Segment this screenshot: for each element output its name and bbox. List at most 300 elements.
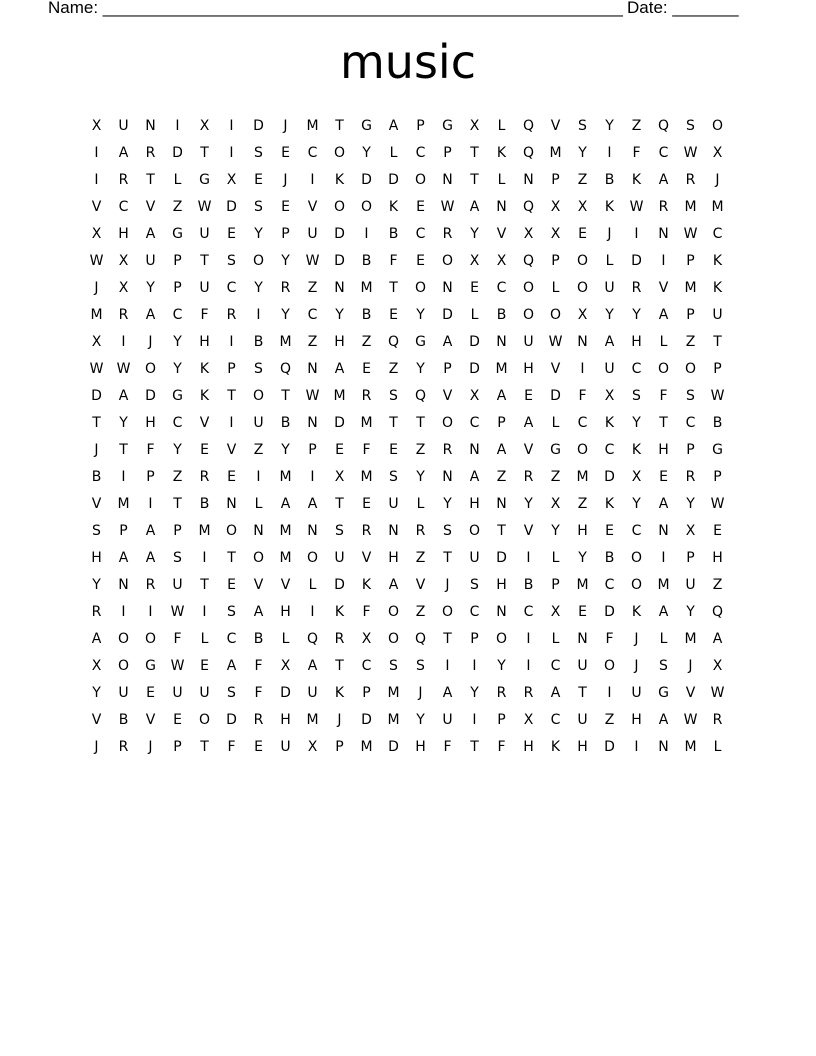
grid-letter: O [306,549,319,566]
grid-letter: D [361,711,372,728]
grid-letter: A [550,684,561,701]
grid-letter: U [442,711,453,728]
grid-letter: Y [281,441,290,458]
grid-letter: Q [279,360,292,377]
grid-letter: X [550,495,561,512]
grid-letter: K [550,738,561,755]
grid-letter: K [631,603,642,620]
grid-letter: R [415,522,426,539]
grid-letter: L [713,738,722,755]
grid-letter: I [364,225,369,242]
grid-letter: Y [281,306,290,323]
grid-letter: A [91,630,102,647]
grid-letter: H [415,738,426,755]
grid-letter: U [388,495,399,512]
grid-row [83,139,743,166]
grid-letter: B [604,171,615,188]
grid-letter: U [604,360,615,377]
grid-letter: E [200,657,209,674]
grid-letter: Q [711,603,724,620]
grid-letter: C [415,225,426,242]
grid-letter: B [118,711,129,728]
grid-letter: P [362,684,371,701]
grid-letter: N [496,495,507,512]
grid-letter: S [632,387,641,404]
grid-letter: Z [496,468,507,485]
grid-letter: I [148,495,153,512]
grid-letter: O [387,603,400,620]
grid-letter: V [91,711,102,728]
grid-letter: N [442,171,453,188]
grid-letter: Y [254,225,263,242]
grid-letter: V [145,198,156,215]
grid-letter: C [550,657,561,674]
grid-letter: I [256,306,261,323]
grid-letter: B [253,333,264,350]
grid-letter: A [307,495,318,512]
grid-letter: V [523,441,534,458]
grid-row [83,652,743,679]
grid-letter: Y [416,711,425,728]
grid-letter: B [280,414,291,431]
grid-letter: K [334,603,345,620]
grid-letter: U [307,225,318,242]
grid-letter: P [173,279,182,296]
grid-letter: P [713,360,722,377]
grid-letter: F [362,603,371,620]
grid-letter: Y [686,603,695,620]
grid-letter: U [199,684,210,701]
grid-row [83,166,743,193]
grid-letter: X [523,225,534,242]
grid-row [83,274,743,301]
grid-letter: T [659,414,668,431]
grid-letter: P [686,306,695,323]
grid-letter: E [470,279,479,296]
grid-letter: P [173,252,182,269]
grid-letter: C [604,576,615,593]
grid-row [83,436,743,463]
grid-letter: D [280,684,291,701]
grid-letter: R [334,630,345,647]
grid-letter: X [334,468,345,485]
grid-letter: S [227,603,236,620]
grid-letter: L [551,414,560,431]
grid-letter: Z [172,468,183,485]
grid-letter: Q [414,387,427,404]
grid-letter: T [92,414,101,431]
grid-letter: N [442,279,453,296]
grid-letter: V [685,684,696,701]
grid-letter: F [389,252,398,269]
grid-letter: Z [361,333,372,350]
grid-letter: I [310,171,315,188]
grid-letter: F [254,684,263,701]
grid-letter: S [254,360,263,377]
grid-letter: P [308,441,317,458]
grid-letter: V [361,549,372,566]
grid-letter: J [688,657,693,674]
grid-letter: K [334,684,345,701]
grid-letter: U [172,576,183,593]
grid-letter: W [197,198,212,215]
grid-letter: K [604,198,615,215]
grid-letter: K [604,495,615,512]
grid-letter: A [118,387,129,404]
grid-letter: G [145,657,156,674]
grid-letter: E [524,387,533,404]
grid-letter: S [470,576,479,593]
grid-letter: F [605,630,614,647]
grid-letter: Y [335,306,344,323]
grid-letter: X [307,738,318,755]
grid-letter: M [117,495,130,512]
grid-letter: I [310,603,315,620]
grid-letter: R [361,522,372,539]
grid-letter: I [175,117,180,134]
grid-letter: E [362,495,371,512]
grid-letter: X [118,279,129,296]
grid-letter: C [307,144,318,161]
grid-letter: D [604,468,615,485]
grid-letter: I [472,657,477,674]
grid-letter: P [173,522,182,539]
grid-letter: S [227,684,236,701]
grid-letter: V [415,576,426,593]
grid-letter: Y [416,360,425,377]
grid-letter: R [145,576,156,593]
grid-letter: N [388,522,399,539]
grid-letter: X [550,603,561,620]
grid-letter: R [442,441,453,458]
grid-letter: S [416,657,425,674]
grid-letter: A [226,657,237,674]
grid-letter: D [253,117,264,134]
grid-letter: L [470,306,479,323]
grid-letter: J [94,738,99,755]
grid-letter: S [173,549,182,566]
grid-letter: A [658,171,669,188]
grid-letter: J [337,711,342,728]
grid-letter: C [712,225,723,242]
grid-letter: Q [387,333,400,350]
grid-letter: Z [712,576,723,593]
grid-letter: P [173,738,182,755]
grid-letter: I [526,657,531,674]
grid-letter: T [443,549,452,566]
grid-letter: M [387,711,400,728]
grid-letter: K [334,171,345,188]
grid-row [83,625,743,652]
grid-letter: P [551,171,560,188]
grid-letter: I [310,468,315,485]
grid-letter: I [94,171,99,188]
grid-letter: A [658,711,669,728]
grid-letter: A [712,630,723,647]
grid-letter: N [496,198,507,215]
grid-letter: X [226,171,237,188]
grid-letter: I [472,711,477,728]
grid-letter: H [118,225,129,242]
grid-letter: W [89,252,104,269]
grid-letter: S [92,522,101,539]
grid-letter: T [443,630,452,647]
grid-letter: N [658,738,669,755]
grid-letter: Z [631,117,642,134]
grid-letter: X [523,711,534,728]
grid-letter: V [523,522,534,539]
grid-letter: X [469,252,480,269]
grid-letter: M [279,522,292,539]
grid-letter: Z [577,171,588,188]
grid-letter: T [200,576,209,593]
grid-letter: R [118,306,129,323]
grid-row [83,409,743,436]
grid-letter: H [523,738,534,755]
grid-letter: W [683,144,698,161]
grid-letter: M [360,414,373,431]
grid-letter: M [684,279,697,296]
grid-letter: C [415,144,426,161]
grid-row [83,490,743,517]
grid-letter: M [495,360,508,377]
grid-letter: Q [522,144,535,161]
grid-row [83,301,743,328]
grid-letter: M [90,306,103,323]
grid-letter: C [469,414,480,431]
grid-letter: O [414,171,427,188]
grid-letter: Y [92,684,101,701]
grid-letter: U [469,549,480,566]
grid-letter: N [658,522,669,539]
grid-row [83,220,743,247]
grid-letter: K [712,279,723,296]
grid-letter: Y [173,333,182,350]
grid-letter: D [631,252,642,269]
grid-letter: K [496,144,507,161]
grid-letter: I [229,144,234,161]
grid-letter: I [229,117,234,134]
grid-letter: X [469,117,480,134]
grid-letter: L [254,495,263,512]
grid-letter: R [280,279,291,296]
grid-letter: G [361,117,372,134]
grid-letter: W [683,225,698,242]
grid-letter: I [256,468,261,485]
grid-letter: X [577,306,588,323]
grid-letter: S [254,198,263,215]
grid-letter: U [523,333,534,350]
grid-letter: Z [253,441,264,458]
grid-letter: Y [578,144,587,161]
grid-letter: T [119,441,128,458]
date-field-label: Date: _______ [627,0,739,17]
grid-letter: U [631,684,642,701]
grid-letter: P [119,522,128,539]
grid-letter: F [497,738,506,755]
grid-letter: U [577,711,588,728]
grid-letter: F [146,441,155,458]
grid-letter: I [661,549,666,566]
grid-letter: G [550,441,561,458]
grid-letter: H [631,711,642,728]
grid-letter: G [415,333,426,350]
grid-letter: I [229,414,234,431]
grid-letter: U [253,414,264,431]
grid-letter: U [685,576,696,593]
grid-letter: T [227,387,236,404]
grid-letter: R [199,468,210,485]
grid-letter: I [121,468,126,485]
grid-letter: T [146,171,155,188]
grid-letter: B [712,414,723,431]
grid-letter: K [712,252,723,269]
grid-letter: T [470,738,479,755]
grid-letter: S [227,252,236,269]
grid-letter: S [335,522,344,539]
grid-letter: J [94,441,99,458]
grid-letter: B [388,225,399,242]
grid-letter: D [334,576,345,593]
grid-letter: Y [605,306,614,323]
grid-letter: A [334,360,345,377]
grid-letter: V [550,117,561,134]
grid-letter: Z [577,495,588,512]
grid-letter: Y [497,657,506,674]
grid-letter: J [283,171,288,188]
grid-letter: C [550,711,561,728]
grid-letter: O [603,657,616,674]
grid-letter: R [496,684,507,701]
grid-letter: F [227,738,236,755]
grid-letter: A [145,549,156,566]
grid-letter: W [305,387,320,404]
grid-letter: Q [306,630,319,647]
grid-letter: A [658,495,669,512]
grid-letter: M [360,468,373,485]
grid-letter: W [710,495,725,512]
grid-letter: O [252,387,265,404]
grid-letter: E [605,522,614,539]
grid-letter: Y [632,495,641,512]
grid-letter: M [387,684,400,701]
grid-letter: O [468,522,481,539]
grid-letter: P [551,576,560,593]
grid-letter: H [388,549,399,566]
grid-letter: H [280,711,291,728]
grid-letter: A [388,117,399,134]
grid-letter: I [634,738,639,755]
page-title: music [339,35,476,89]
grid-letter: P [227,360,236,377]
grid-letter: T [470,144,479,161]
grid-letter: D [145,387,156,404]
grid-letter: Y [281,252,290,269]
grid-letter: C [226,279,237,296]
grid-letter: Y [173,360,182,377]
grid-letter: T [335,657,344,674]
grid-letter: L [551,630,560,647]
grid-letter: T [200,252,209,269]
grid-letter: E [227,225,236,242]
grid-letter: N [496,603,507,620]
grid-letter: V [91,198,102,215]
grid-letter: P [497,711,506,728]
grid-letter: Y [443,495,452,512]
grid-letter: Y [146,279,155,296]
grid-letter: G [199,171,210,188]
grid-letter: A [145,306,156,323]
grid-letter: H [280,603,291,620]
grid-letter: S [578,117,587,134]
grid-letter: V [199,414,210,431]
grid-letter: N [469,441,480,458]
grid-letter: M [279,333,292,350]
grid-letter: T [470,171,479,188]
grid-letter: S [443,522,452,539]
word-search-grid [83,112,743,760]
grid-letter: Y [470,684,479,701]
grid-letter: Z [604,711,615,728]
grid-letter: D [388,738,399,755]
grid-letter: M [306,117,319,134]
grid-letter: X [118,252,129,269]
grid-letter: O [576,279,589,296]
grid-letter: C [631,522,642,539]
grid-letter: L [173,171,182,188]
grid-letter: C [226,630,237,647]
grid-letter: O [387,630,400,647]
grid-letter: S [389,468,398,485]
grid-letter: Y [578,549,587,566]
grid-letter: S [686,387,695,404]
grid-letter: X [631,468,642,485]
grid-letter: V [658,279,669,296]
grid-letter: X [469,387,480,404]
grid-letter: J [418,684,423,701]
grid-letter: T [416,414,425,431]
grid-letter: O [576,252,589,269]
grid-letter: Y [92,576,101,593]
grid-letter: T [713,333,722,350]
grid-letter: J [283,117,288,134]
grid-letter: D [388,171,399,188]
grid-letter: V [307,198,318,215]
grid-letter: R [523,468,534,485]
grid-letter: R [523,684,534,701]
grid-letter: U [118,117,129,134]
grid-letter: J [634,657,639,674]
grid-row [83,247,743,274]
grid-letter: D [469,360,480,377]
grid-letter: X [550,198,561,215]
grid-letter: N [226,495,237,512]
grid-letter: M [279,549,292,566]
grid-letter: E [659,468,668,485]
grid-letter: O [117,657,130,674]
grid-letter: Y [362,144,371,161]
grid-letter: I [634,225,639,242]
grid-letter: W [170,603,185,620]
grid-letter: X [91,657,102,674]
grid-letter: F [659,387,668,404]
grid-letter: X [577,198,588,215]
grid-letter: G [172,387,183,404]
grid-letter: U [172,684,183,701]
name-field-label: Name: _______________________________________________________ [48,0,623,17]
grid-letter: U [145,252,156,269]
grid-letter: V [145,711,156,728]
